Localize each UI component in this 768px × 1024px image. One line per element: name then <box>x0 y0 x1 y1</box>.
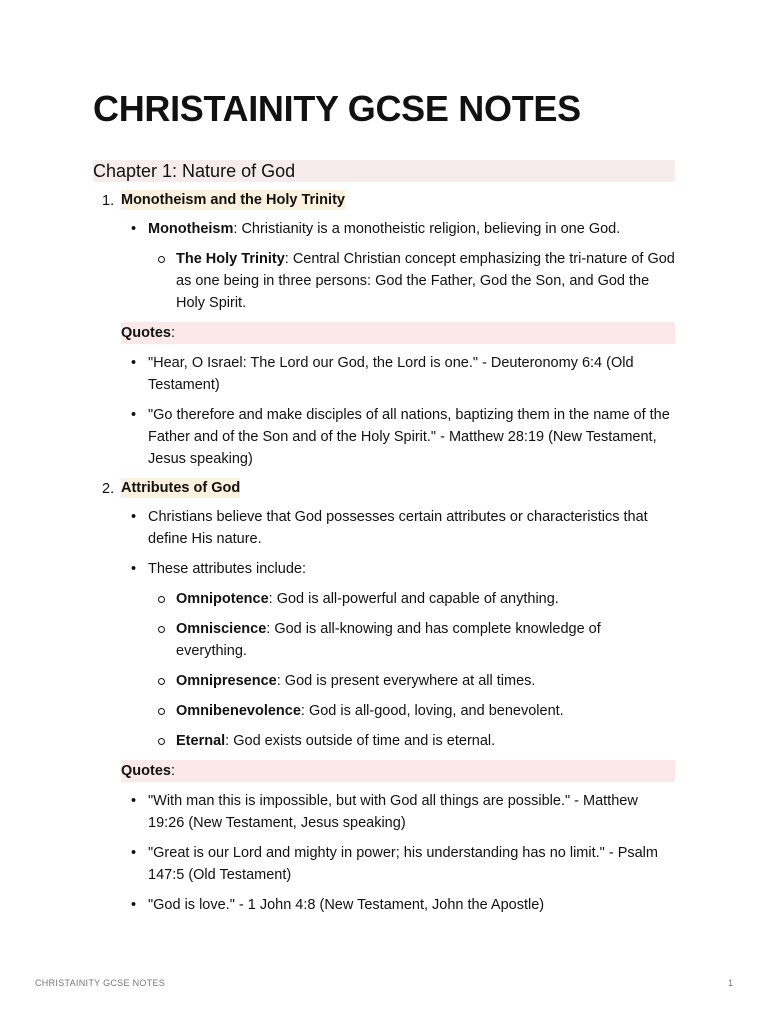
attribute-item: Omnibenevolence: God is all-good, loving, and benevolent. <box>148 700 675 722</box>
definition-holy-trinity: : Central Christian concept emphasizing the tri-nature of God as one being in three persons: God the Father, God the Son, and God the Holy Spirit. <box>176 251 675 311</box>
page-title: CHRISTAINITY GCSE NOTES <box>93 88 581 129</box>
term-holy-trinity: The Holy Trinity <box>176 251 285 267</box>
quotes-label: Quotes: <box>121 760 675 782</box>
term-monotheism: Monotheism <box>148 221 234 237</box>
section-2-heading: Attributes of God <box>121 480 241 496</box>
document-body <box>93 88 675 916</box>
definition-monotheism: : Christianity is a monotheistic religion, believing in one God. <box>233 221 621 237</box>
quote-item: • "Hear, O Israel: The Lord our God, the Lord is one." - Deuteronomy 6:4 (Old Testament) <box>121 352 675 396</box>
section-1-quotes <box>121 352 675 470</box>
sub-list <box>148 248 675 314</box>
section-1-bullets <box>121 218 675 314</box>
quote-item: • "Great is our Lord and mighty in power; his understanding has no limit." - Psalm 147:5 (Old Testament) <box>121 842 675 886</box>
list-item: • These attributes include: Omnipotence: God is all-powerful and capable of anything. Omniscience: God is all-knowing and has complete knowledge of everything. Omnipresence: God is present everywhere at all times. Omnibenevolence: God is all-good, loving, and benevolent. Eternal: God exists outside of time and is eternal. <box>121 558 675 752</box>
section-1-number: 1. <box>102 193 115 209</box>
attribute-item: Omnipresence: God is present everywhere at all times. <box>148 670 675 692</box>
list-item: • Christians believe that God possesses certain attributes or characteristics that define His nature. <box>121 506 675 550</box>
attribute-item: Omniscience: God is all-knowing and has complete knowledge of everything. <box>148 618 675 662</box>
quote-item: • "God is love." - 1 John 4:8 (New Testament, John the Apostle) <box>121 894 675 916</box>
attribute-item: Omnipotence: God is all-powerful and capable of anything. <box>148 588 675 610</box>
footer-title: CHRISTAINITY GCSE NOTES <box>35 978 166 988</box>
quote-item: • "Go therefore and make disciples of all nations, baptizing them in the name of the Father and of the Son and of the Holy Spirit." - Matthew 28:19 (New Testament, Jesus speaking) <box>121 404 675 470</box>
page-number: 1 <box>728 978 734 988</box>
section-1-heading: Monotheism and the Holy Trinity <box>121 192 345 208</box>
section-2-bullets <box>121 506 675 752</box>
attribute-item: Eternal: God exists outside of time and is eternal. <box>148 730 675 752</box>
section-2-number: 2. <box>102 481 115 497</box>
section-list <box>93 190 675 916</box>
attributes-list <box>148 588 675 752</box>
section-2-quotes <box>121 790 675 916</box>
chapter-heading: Chapter 1: Nature of God <box>93 160 675 182</box>
quote-item: • "With man this is impossible, but with God all things are possible." - Matthew 19:26 (New Testament, Jesus speaking) <box>121 790 675 834</box>
section-2 <box>93 478 675 916</box>
quotes-label: Quotes: <box>121 322 675 344</box>
list-item <box>148 248 675 314</box>
list-item <box>121 218 675 314</box>
section-1 <box>93 190 675 470</box>
